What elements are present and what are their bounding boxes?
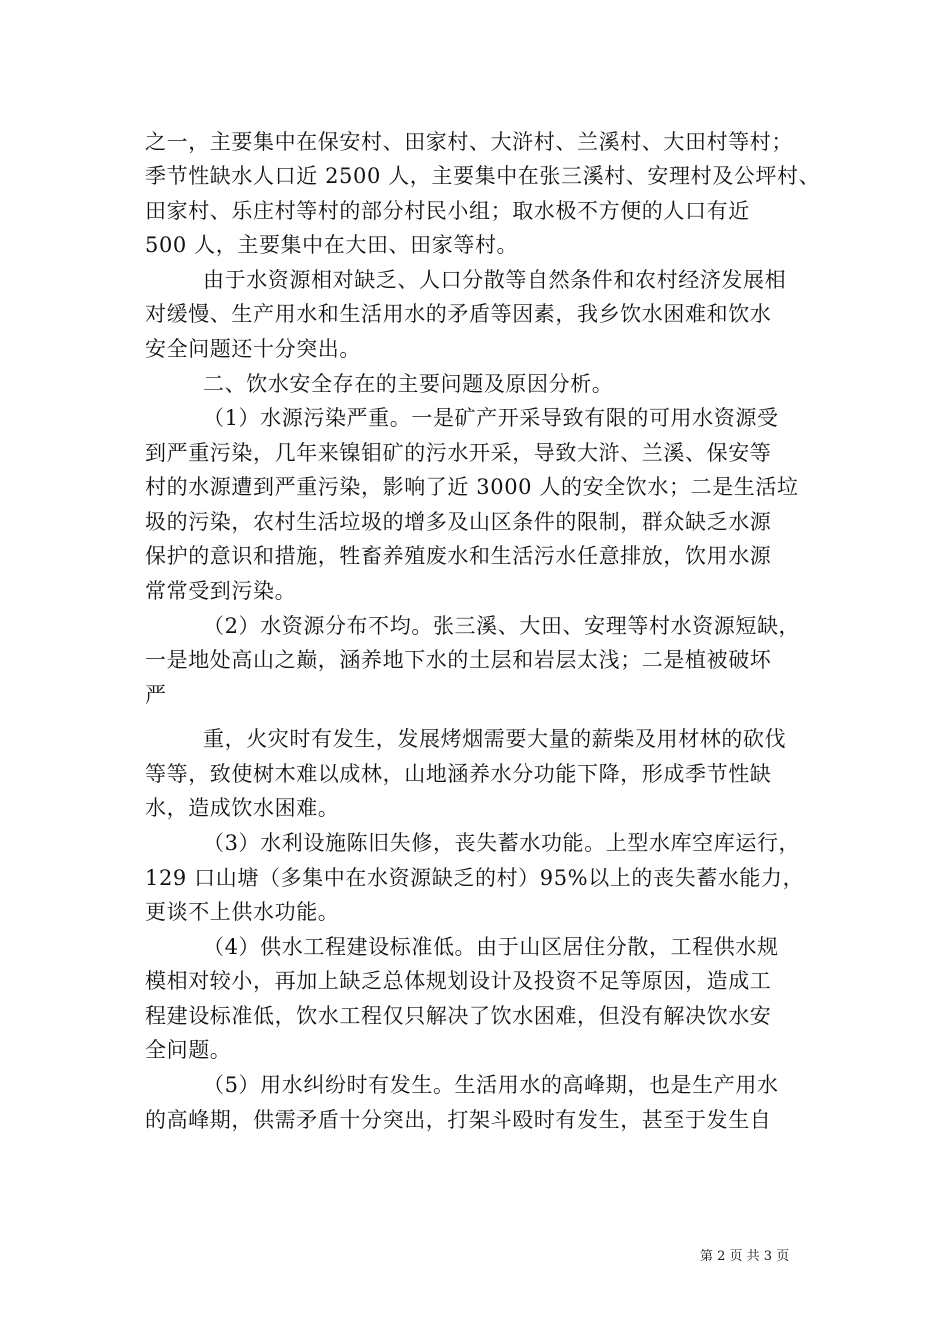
text-line: 田家村、乐庄村等村的部分村民小组；取水极不方便的人口有近 <box>145 199 750 223</box>
paragraph-first-line: 由于水资源相对缺乏、人口分散等自然条件和农村经济发展相 <box>203 268 787 292</box>
text-line: 安全问题还十分突出。 <box>145 337 361 361</box>
text-line: 500 人，主要集中在大田、田家等村。 <box>145 233 519 257</box>
text-line: 严 <box>145 683 167 707</box>
text-line: 等等，致使树木难以成林，山地涵养水分功能下降，形成季节性缺 <box>145 762 772 786</box>
text-line: 水，造成饮水困难。 <box>145 796 340 820</box>
section-heading: 二、饮水安全存在的主要问题及原因分析。 <box>203 372 614 396</box>
text-line: 对缓慢、生产用水和生活用水的矛盾等因素，我乡饮水困难和饮水 <box>145 302 772 326</box>
page-number: 第 2 页 共 3 页 <box>700 1249 790 1264</box>
text-line: 保护的意识和措施，牲畜养殖废水和生活污水任意排放，饮用水源 <box>145 544 772 568</box>
text-line: 129 口山塘（多集中在水资源缺乏的村）95%以上的丧失蓄水能力， <box>145 866 805 890</box>
text-line: 程建设标准低，饮水工程仅只解决了饮水困难，但没有解决饮水安 <box>145 1004 772 1028</box>
text-line: 一是地处高山之巅，涵养地下水的土层和岩层太浅；二是植被破坏 <box>145 648 772 672</box>
text-line: 季节性缺水人口近 2500 人，主要集中在张三溪村、安理村及公坪村、 <box>145 164 821 188</box>
text-line: 村的水源遭到严重污染，影响了近 3000 人的安全饮水；二是生活垃 <box>145 475 799 499</box>
text-line: 全问题。 <box>145 1038 232 1062</box>
text-line: 更谈不上供水功能。 <box>145 900 340 924</box>
paragraph-first-line: （1）水源污染严重。一是矿产开采导致有限的可用水资源受 <box>203 406 779 430</box>
text-line: 到严重污染，几年来镍钼矿的污水开采，导致大浒、兰溪、保安等 <box>145 441 772 465</box>
paragraph-first-line: （4）供水工程建设标准低。由于山区居住分散，工程供水规 <box>203 935 779 959</box>
text-line: 之一，主要集中在保安村、田家村、大浒村、兰溪村、大田村等村； <box>145 130 793 154</box>
paragraph-first-line: （3）水利设施陈旧失修，丧失蓄水功能。上型水库空库运行， <box>203 831 801 855</box>
text-line: 常常受到污染。 <box>145 579 297 603</box>
text-line: 模相对较小，再加上缺乏总体规划设计及投资不足等原因，造成工 <box>145 969 772 993</box>
paragraph-first-line: （2）水资源分布不均。张三溪、大田、安理等村水资源短缺， <box>203 614 801 638</box>
text-line: 的高峰期，供需矛盾十分突出，打架斗殴时有发生，甚至于发生自 <box>145 1108 772 1132</box>
text-line: 圾的污染，农村生活垃圾的增多及山区条件的限制，群众缺乏水源 <box>145 510 772 534</box>
paragraph-first-line: （5）用水纠纷时有发生。生活用水的高峰期，也是生产用水 <box>203 1073 779 1097</box>
paragraph-first-line: 重，火灾时有发生，发展烤烟需要大量的薪柴及用材林的砍伐 <box>203 727 787 751</box>
